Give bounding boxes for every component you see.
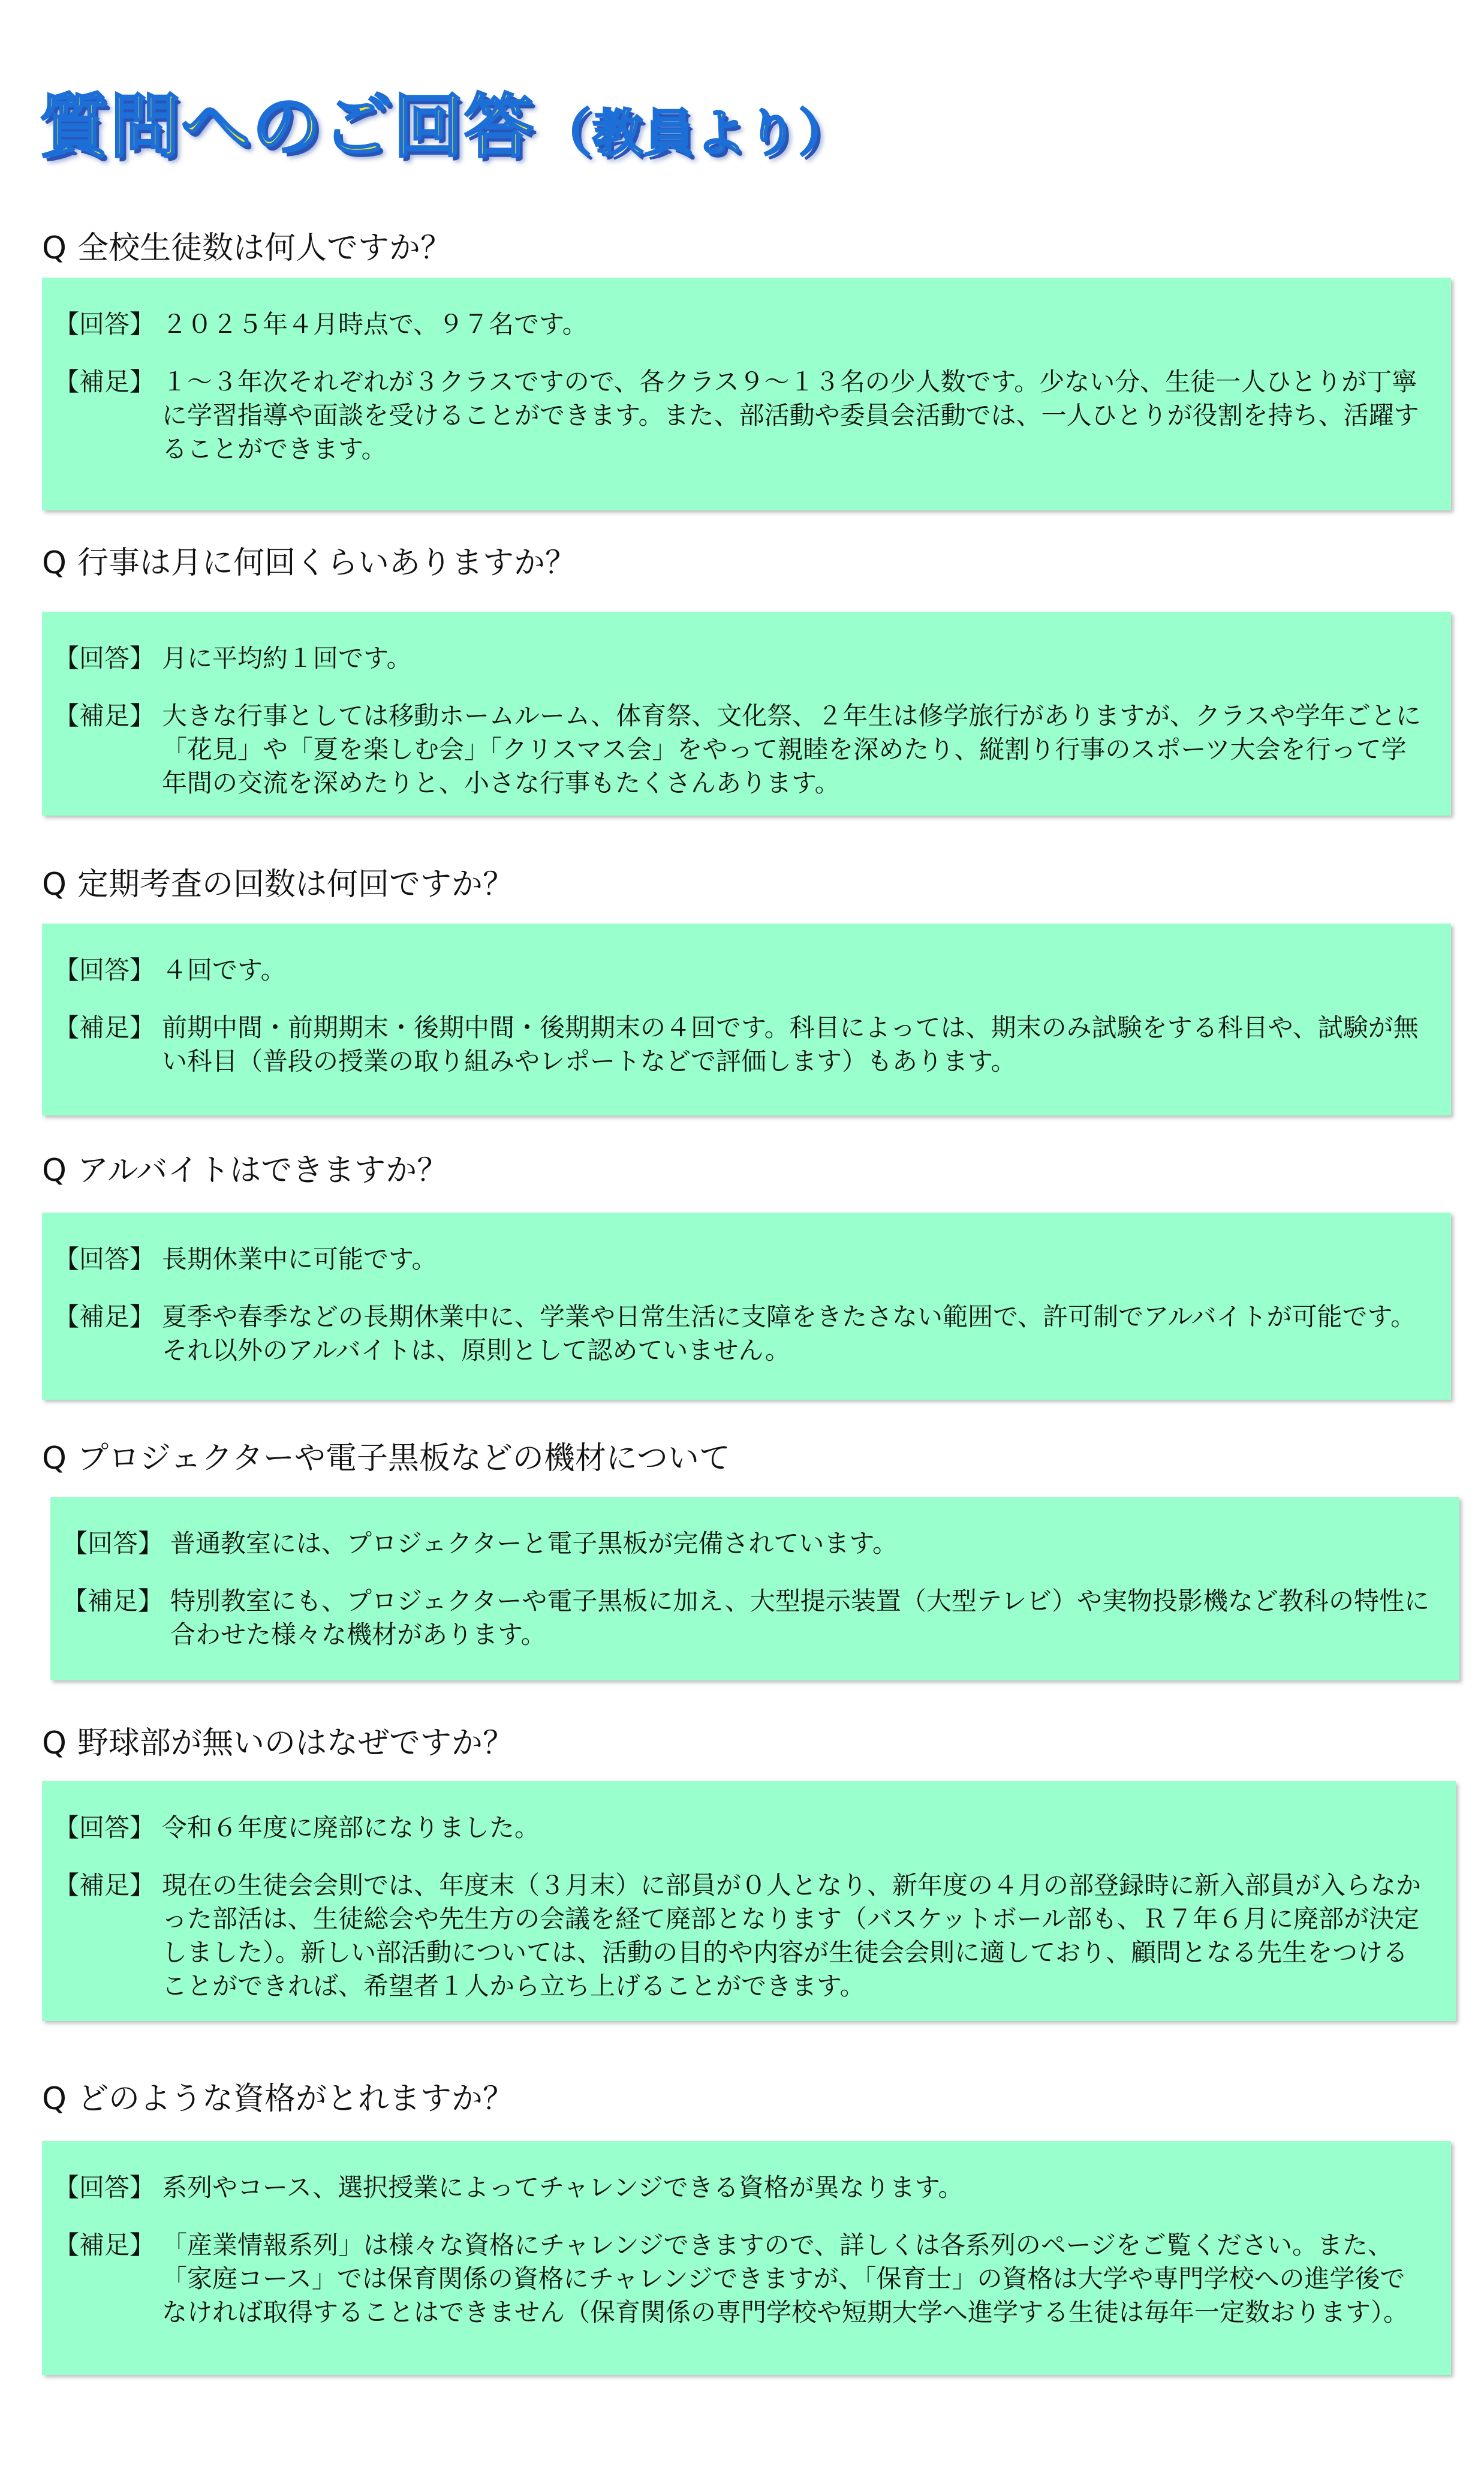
supplement-row [54,365,1427,466]
answer-box [50,1497,1459,1680]
answer-row [54,642,1427,675]
supplement-row [62,1584,1435,1652]
page-title [40,71,851,167]
answer-tag: 【回答】 [54,309,155,339]
supplement-tag: 【補足】 [54,1013,155,1042]
answer-box [42,2141,1451,2375]
answer-row [54,1811,1432,1845]
question-mark: Q [42,2081,67,2117]
supplement-tag: 【補足】 [54,2230,155,2260]
question-heading [42,544,576,582]
supplement-tag: 【補足】 [54,1302,155,1331]
supplement-row [54,1300,1427,1367]
answer-row [54,1243,1427,1276]
supplement-row [54,699,1427,800]
answer-text: ２０２５年４月時点で、９７名です。 [162,309,588,339]
question-text: 野球部が無いのはなぜですか？ [77,1725,514,1761]
supplement-text: 前期中間・前期期末・後期中間・後期期末の４回です。科目によっては、期末のみ試験をする科目や、試験が無い科目（普段の授業の取り組みやレポートなどで評価します）もあります。 [162,1013,1419,1076]
answer-row [54,2171,1427,2205]
question-heading [42,865,514,904]
question-mark: Q [42,867,67,903]
question-heading [42,1439,730,1478]
supplement-text: 特別教室にも、プロジェクターや電子黒板に加え、大型提示装置（大型テレビ）や実物投影機など教科の特性に合わせた様々な機材があります。 [170,1586,1430,1649]
answer-row [54,954,1427,987]
supplement-text: 夏季や春季などの長期休業中に、学業や日常生活に支障をきたさない範囲で、許可制でアルバイトが可能です。それ以外のアルバイトは、原則として認めていません。 [162,1302,1416,1365]
supplement-row [54,2229,1427,2329]
supplement-tag: 【補足】 [54,367,155,396]
answer-text: 普通教室には、プロジェクターと電子黒板が完備されています。 [170,1529,898,1558]
question-text: 定期考査の回数は何回ですか？ [77,867,514,903]
supplement-text: 大きな行事としては移動ホームルーム、体育祭、文化祭、２年生は修学旅行がありますが、クラスや学年ごとに「花見」や「夏を楽しむ会」「クリスマス会」をやって親睦を深めたり、縦割り行事のスポーツ大会を行って学年間の交流を深めたりと、小さな行事もたくさんあります。 [162,701,1422,798]
question-text: プロジェクターや電子黒板などの機材について [77,1440,730,1476]
question-heading [42,1151,448,1190]
supplement-row [54,1869,1432,2003]
answer-box [42,924,1451,1115]
answer-tag: 【回答】 [54,955,155,985]
question-mark: Q [42,545,67,581]
answer-tag: 【回答】 [54,1813,155,1842]
answer-tag: 【回答】 [62,1529,164,1558]
answer-tag: 【回答】 [54,2173,155,2202]
answer-row [54,308,1427,341]
question-mark: Q [42,1725,67,1761]
answer-text: 長期休業中に可能です。 [162,1244,437,1274]
question-mark: Q [42,1153,67,1189]
question-text: アルバイトはできますか？ [77,1153,448,1189]
question-text: どのような資格がとれますか？ [77,2081,514,2117]
page-title-sub: （教員より） [541,104,851,163]
answer-box [42,1781,1456,2021]
supplement-text: １～３年次それぞれが３クラスですので、各クラス９～１３名の少人数です。少ない分、生徒一人ひとりが丁寧に学習指導や面談を受けることができます。また、部活動や委員会活動では、一人ひとりが役割を持ち、活躍することができます。 [162,367,1419,464]
question-heading [42,2080,514,2118]
page-title-main: 質問へのご回答 [40,86,535,167]
supplement-tag: 【補足】 [54,701,155,730]
question-heading [42,1724,514,1763]
question-mark: Q [42,1440,67,1476]
answer-text: 系列やコース、選択授業によってチャレンジできる資格が異なります。 [162,2173,964,2202]
answer-text: 月に平均約１回です。 [162,643,412,673]
answer-box [42,612,1451,816]
supplement-row [54,1011,1427,1078]
supplement-tag: 【補足】 [54,1870,155,1900]
answer-box [42,278,1451,510]
answer-text: ４回です。 [162,955,286,985]
answer-row [62,1527,1435,1560]
question-heading [42,229,451,267]
answer-tag: 【回答】 [54,1244,155,1274]
answer-box [42,1213,1451,1400]
supplement-tag: 【補足】 [62,1586,164,1616]
supplement-text: 現在の生徒会会則では、年度末（３月末）に部員が０人となり、新年度の４月の部登録時に新入部員が入らなかった部活は、生徒総会や先生方の会議を経て廃部となります（バスケットボール部も、Ｒ７年６月に廃部が決定しました）。新しい部活動については、活動の目的や内容が生徒会会則に適しており、顧問となる先生をつけることができれば、希望者１人から立ち上げることができます。 [162,1870,1422,2001]
answer-text: 令和６年度に廃部になりました。 [162,1813,540,1842]
supplement-text: 「産業情報系列」は様々な資格にチャレンジできますので、詳しくは各系列のページをご覧ください。また、「家庭コース」では保育関係の資格にチャレンジできますが、「保育士」の資格は大学や専門学校への進学後でなければ取得することはできません（保育関係の専門学校や短期大学へ進学する生徒は毎年一定数おります）。 [162,2230,1409,2327]
question-text: 全校生徒数は何人ですか？ [77,230,451,266]
question-text: 行事は月に何回くらいありますか？ [77,545,576,581]
question-mark: Q [42,230,67,266]
answer-tag: 【回答】 [54,643,155,673]
